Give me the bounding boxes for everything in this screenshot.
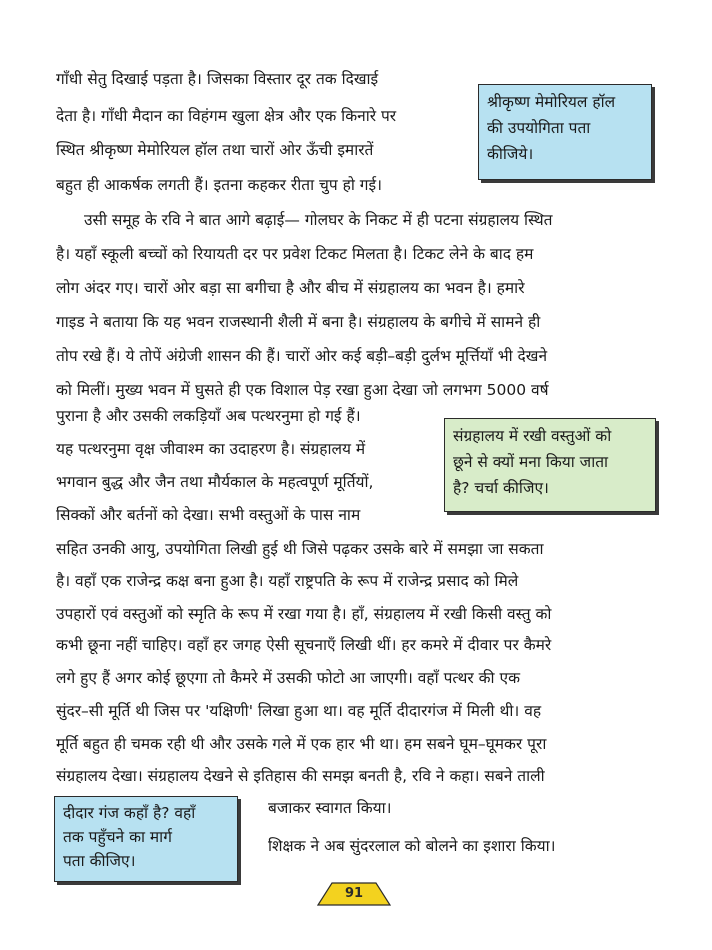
box-line: श्रीकृष्ण मेमोरियल हॉल (487, 93, 616, 111)
text-line: सिक्कों और बर्तनों को देखा। सभी वस्तुओं के पास नाम (56, 506, 361, 524)
box-line: संग्रहालय में रखी वस्तुओं को (453, 427, 612, 445)
page-number-badge (316, 881, 392, 907)
text-line: तोप रखे हैं। ये तोपें अंग्रेजी शासन की हैं। चारों ओर कई बड़ी–बड़ी दुर्लभ मूर्त्तियाँ भी देखने (56, 347, 548, 365)
text-line: गाँधी सेतु दिखाई पड़ता है। जिसका विस्तार दूर तक दिखाई (56, 70, 379, 88)
text-line: बहुत ही आकर्षक लगती हैं। इतना कहकर रीता चुप हो गई। (56, 176, 382, 194)
box-line: दीदार गंज कहाँ है? वहाँ (63, 804, 196, 822)
box-line: है? चर्चा कीजिए। (453, 479, 549, 497)
box-line: पता कीजिए। (63, 852, 136, 870)
box-line: कीजिये। (487, 145, 534, 163)
text-line: स्थित श्रीकृष्ण मेमोरियल हॉल तथा चारों ओर ऊँची इमारतें (56, 141, 374, 159)
text-line: संग्रहालय देखा। संग्रहालय देखने से इतिहास की समझ बनती है, रवि ने कहा। सबने ताली (56, 767, 545, 785)
museum-discussion-box (444, 418, 656, 512)
text-line: देता है। गाँधी मैदान का विहंगम खुला क्षेत्र और एक किनारे पर (56, 107, 397, 125)
text-line: सहित उनकी आयु, उपयोगिता लिखी हुई थी जिसे पढ़कर उसके बारे में समझा जा सकता (56, 540, 544, 558)
text-line: को मिलीं। मुख्य भवन में घुसते ही एक विशाल पेड़ रखा हुआ देखा जो लगभग 5000 वर्ष (56, 381, 549, 399)
text-line: पुराना है और उसकी लकड़ियाँ अब पत्थरनुमा हो गई हैं। (56, 407, 361, 425)
text-line: लोग अंदर गए। चारों ओर बड़ा सा बगीचा है और बीच में संग्रहालय का भवन है। हमारे (56, 279, 525, 297)
text-line: मूर्ति बहुत ही चमक रही थी और उसके गले में एक हार भी था। हम सबने घूम–घूमकर पूरा (56, 735, 547, 753)
text-line: उसी समूह के रवि ने बात आगे बढ़ाई— गोलघर के निकट में ही पटना संग्रहालय स्थित (84, 211, 553, 229)
page-number: 91 (344, 886, 364, 901)
text-line: है। यहाँ स्कूली बच्चों को रियायती दर पर प्रवेश टिकट मिलता है। टिकट लेने के बाद हम (56, 245, 534, 263)
didarganj-activity-box (54, 796, 238, 882)
text-line: है। वहाँ एक राजेन्द्र कक्ष बना हुआ है। यहाँ राष्ट्रपति के रूप में राजेन्द्र प्रसाद को मिले (56, 572, 519, 590)
memorial-hall-activity-box (478, 84, 652, 180)
text-line: बजाकर स्वागत किया। (268, 799, 392, 817)
box-line: छूने से क्यों मना किया जाता (453, 453, 609, 471)
text-line: गाइड ने बताया कि यह भवन राजस्थानी शैली में बना है। संग्रहालय के बगीचे में सामने ही (56, 313, 541, 331)
text-line: यह पत्थरनुमा वृक्ष जीवाश्म का उदाहरण है। संग्रहालय में (56, 440, 366, 458)
text-line: शिक्षक ने अब सुंदरलाल को बोलने का इशारा किया। (268, 837, 556, 855)
box-line: की उपयोगिता पता (487, 119, 591, 137)
text-line: भगवान बुद्ध और जैन तथा मौर्यकाल के महत्वपूर्ण मूर्तियों, (56, 473, 374, 491)
text-line: सुंदर–सी मूर्ति थी जिस पर 'यक्षिणी' लिखा हुआ था। वह मूर्ति दीदारगंज में मिली थी। वह (56, 702, 542, 720)
text-line: लगे हुए हैं अगर कोई छूएगा तो कैमरे में उसकी फोटो आ जाएगी। वहाँ पत्थर की एक (56, 669, 520, 687)
box-line: तक पहुँचने का मार्ग (63, 828, 172, 846)
text-line: कभी छूना नहीं चाहिए। वहाँ हर जगह ऐसी सूचनाएँ लिखी थीं। हर कमरे में दीवार पर कैमरे (56, 636, 552, 654)
text-line: उपहारों एवं वस्तुओं को स्मृति के रूप में रखा गया है। हाँ, संग्रहालय में रखी किसी वस्तु को (56, 605, 552, 623)
